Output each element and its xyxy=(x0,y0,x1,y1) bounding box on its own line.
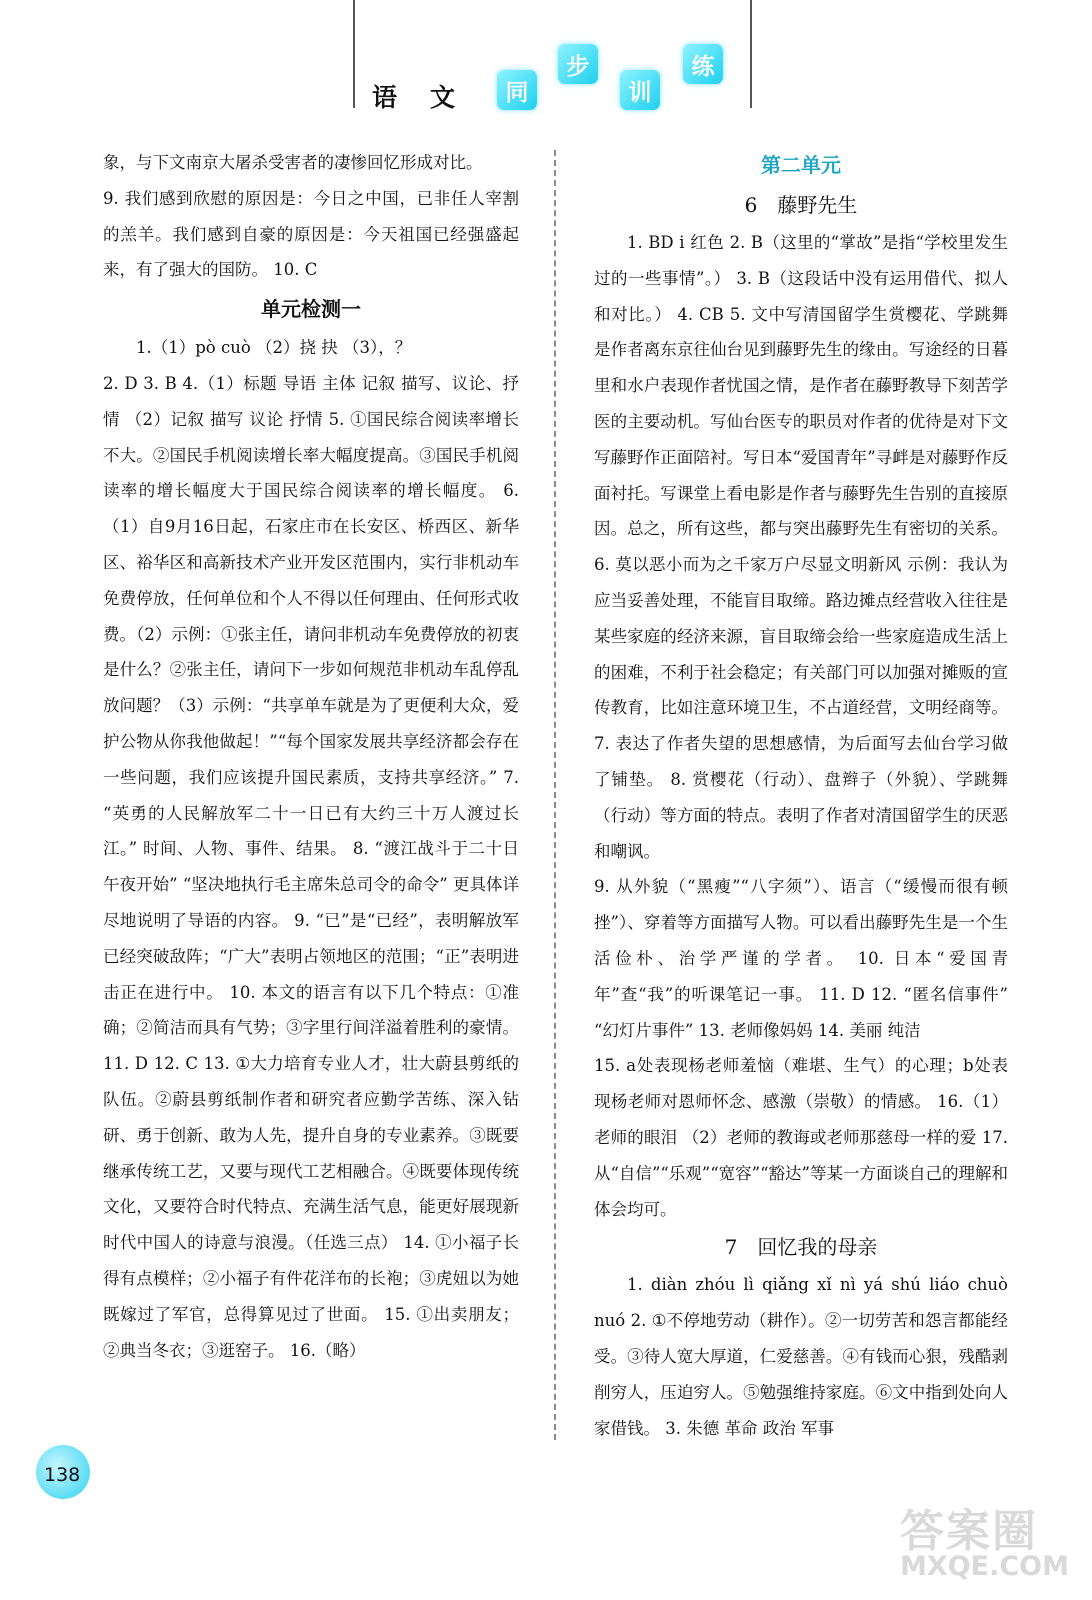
watermark-url: MXQE.COM xyxy=(900,1551,1069,1582)
subject-char-1: 语 xyxy=(372,83,398,112)
lesson-title: 6 藤野先生 xyxy=(744,193,858,217)
left-paragraph: 象，与下文南京大屠杀受害者的凄惨回忆形成对比。 xyxy=(103,153,483,172)
header-line-right xyxy=(750,0,752,108)
lesson-paragraph: 1. diàn zhóu lì qiǎng xǐ nì yá shú liáo chuò nuó 2. ①不停地劳动（耕作）。②一切劳苦和怨言都能经受。③待人宽大厚道，仁爱慈善。④有钱而心狠，残酷剥削穷人，压迫穷人。⑤勉强维持家庭。⑥文中指到处向人家借钱。 3. 朱德 革命 政治 军事 xyxy=(594,1275,1008,1438)
unit-title: 第二单元 xyxy=(761,153,841,177)
left-column xyxy=(103,145,519,1368)
column-divider xyxy=(554,150,556,1440)
lesson-paragraph: 15. a处表现杨老师羞恼（难堪、生气）的心理；b处表现杨老师对恩师怀念、感激（崇敬）的情感。 16.（1）老师的眼泪 （2）老师的教诲或老师那慈母一样的爱 17. 从“自信”“乐观”“宽容”“豁达”等某一方面谈自己的理解和体会均可。 xyxy=(594,1056,1008,1219)
left-paragraph: 9. 我们感到欣慰的原因是：今日之中国，已非任人宰割的羔羊。我们感到自豪的原因是：今天祖国已经强盛起来，有了强大的国防。 10. C xyxy=(103,188,519,280)
section-paragraph: 2. D 3. B 4.（1）标题 导语 主体 记叙 描写、议论、抒情 （2）记叙 描写 议论 抒情 5. ①国民综合阅读率增长不大。②国民手机阅读增长率大幅度提高。③国民手机阅读率的增长幅度大于国民综合阅读率的增长幅度。 6.（1）自9月16日起，石家庄市在长安区、桥西区、新华区、裕华区和高新技术产业开发区范围内，实行非机动车免费停放，任何单位和个人不得以任何理由、任何形式收费。（2）示例：①张主任，请问非机动车免费停放的初衷是什么？②张主任，请问下一步如何规范非机动车乱停乱放问题？（3）示例：“共享单车就是为了更便利大众，爱护公物从你我他做起！”“每个国家发展共享经济都会存在一些问题，我们应该提升国民素质，支持共享经济。” 7. “英勇的人民解放军二十一日已有大约三十万人渡过长江。” 时间、人物、事件、结果。 8. “渡江战斗于二十日午夜开始” “坚决地执行毛主席朱总司令的命令” 更具体详尽地说明了导语的内容。 9. “已”是“已经”，表明解放军已经突破敌阵；“广大”表明占领地区的范围；“正”表明进击正在进行中。 10. 本文的语言有以下几个特点：①准确；②简洁而具有气势；③字里行间洋溢着胜利的豪情。 11. D 12. C 13. ①大力培育专业人才，壮大蔚县剪纸的队伍。②蔚县剪纸制作者和研究者应勤学苦练、深入钻研、勇于创新、敢为人先，提升自身的专业素养。③既要继承传统工艺，又要与现代工艺相融合。④既要体现传统文化，又要符合时代特点、充满生活气息，能更好展现新时代中国人的诗意与浪漫。（任选三点） 14. ①小福子长得有点模样；②小福子有件花洋布的长袍；③虎妞以为她既嫁过了军官，总得算见过了世面。 15. ①出卖朋友；②典当冬衣；③逛窑子。 16.（略） xyxy=(103,373,519,1360)
badge-tong: 同 xyxy=(497,70,537,110)
subject-char-2: 文 xyxy=(430,83,456,112)
section-title: 单元检测一 xyxy=(261,297,361,322)
section-paragraph: 1.（1）pò cuò （2）挠 抉 （3），？ xyxy=(136,338,412,358)
lesson-paragraph: 9. 从外貌（“黑瘦”“八字须”）、语言（“缓慢而很有顿挫”）、穿着等方面描写人物。可以看出藤野先生是一个生活俭朴、治学严谨的学者。 10. 日本“爱国青年”查“我”的听课笔记一事。 11. D 12. “匿名信事件” “幻灯片事件” 13. 老师像妈妈 14. 美丽 纯洁 xyxy=(594,877,1008,1040)
lesson-paragraph: 1. BD ⅰ 红色 2. B（这里的“掌故”是指“学校里发生过的一些事情”。） 3. B（这段话中没有运用借代、拟人和对比。） 4. CB 5. 文中写清国留学生赏樱花、学跳舞是作者离东京往仙台见到藤野先生的缘由。写途经的日暮里和水户表现作者忧国之情，是作者在藤野教导下刻苦学医的主要动机。写仙台医专的职员对作者的优待是对下文写藤野作正面陪衬。写日本“爱国青年”寻衅是对藤野作反面衬托。写课堂上看电影是作者与藤野先生告别的直接原因。总之，所有这些，都与突出藤野先生有密切的关系。 6. 莫以恶小而为之千家万户尽显文明新风 示例：我认为应当妥善处理，不能盲目取缔。路边摊点经营收入往往是某些家庭的经济来源，盲目取缔会给一些家庭造成生活上的困难，不利于社会稳定；有关部门可以加强对摊贩的宣传教育，比如注意环境卫生，不占道经营，文明经商等。 7. 表达了作者失望的思想感情，为后面写去仙台学习做了铺垫。 8. 赏樱花（行动）、盘辫子（外貌）、学跳舞（行动）等方面的特点。表明了作者对清国留学生的厌恶和嘲讽。 xyxy=(594,233,1008,861)
lesson-title: 7 回忆我的母亲 xyxy=(724,1235,878,1260)
header-line-left xyxy=(353,0,355,108)
right-column xyxy=(594,145,1008,1446)
page-number: 138 xyxy=(44,1464,81,1486)
badge-xun: 训 xyxy=(620,70,660,110)
watermark xyxy=(900,1495,1070,1585)
badge-lian: 练 xyxy=(683,44,723,84)
watermark-logo: 答案圈 xyxy=(900,1506,1038,1557)
badge-bu: 步 xyxy=(558,44,598,84)
